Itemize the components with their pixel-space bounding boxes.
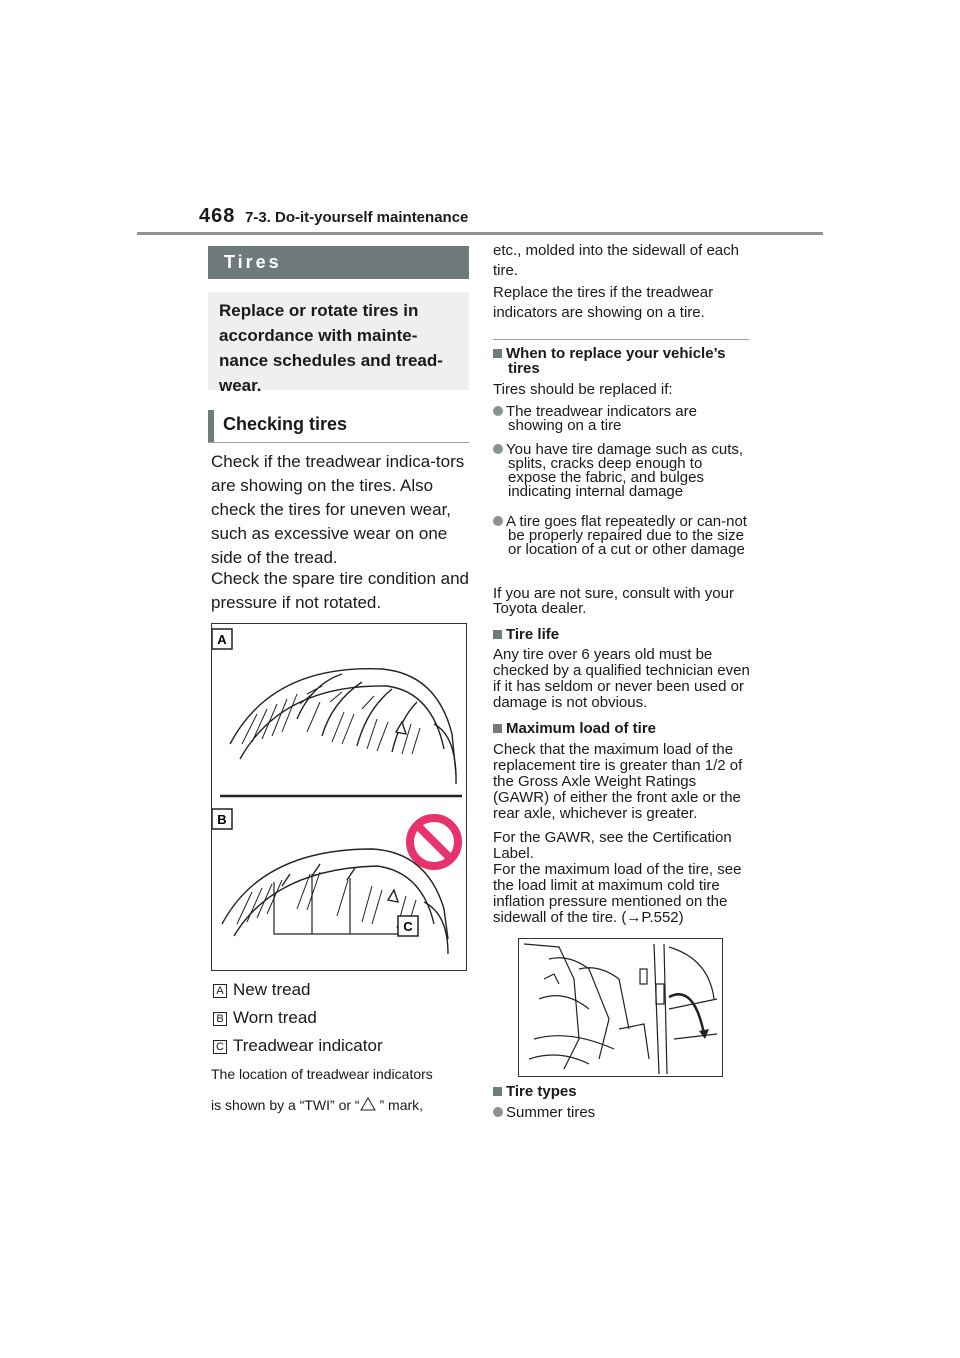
max-load-text: Check that the maximum load of the replacement tire is greater than 1/2 of the Gross Axle Weight Ratings (GAWR) of either the front axle or the rear axle, whichever is greater. (493, 741, 743, 822)
gawr-text: For the GAWR, see the Certification Label. (493, 829, 732, 862)
bullet-dot-icon (493, 406, 503, 416)
label-b: B (217, 812, 227, 827)
intro-text: Replace or rotate tires in accordance with mainte-nance schedules and tread-wear. (219, 301, 443, 395)
door-jamb-illustration (519, 939, 722, 1076)
tire-types-title: Tire types (506, 1083, 577, 1100)
twi-note (211, 1059, 473, 1121)
twi-note-line1: The location of treadwear indicators (211, 1066, 433, 1082)
bullet-dot-icon (493, 1107, 503, 1117)
tires-title-bar (208, 246, 469, 279)
certification-label-figure (518, 938, 723, 1077)
max-load-title: Maximum load of tire (506, 720, 657, 737)
when-item-1 (493, 405, 753, 433)
legend-text-b: Worn tread (233, 1008, 317, 1027)
twi-note-post: ” mark, (379, 1097, 424, 1113)
header-rule (137, 232, 823, 235)
continued-text: etc., molded into the sidewall of each tire. (493, 242, 739, 279)
new-tread-tire (230, 669, 456, 784)
legend-text-c: Treadwear indicator (233, 1036, 383, 1055)
prohibit-icon (410, 818, 458, 866)
when-replace-heading (493, 346, 758, 376)
page-number: 468 (199, 205, 236, 227)
when-item-3-text: A tire goes flat repeatedly or can-not be properly repaired due to the size or location of a cut or other damage (506, 513, 747, 558)
square-bullet-icon (493, 630, 502, 639)
when-item-1-text: The treadwear indicators are showing on a tire (506, 403, 697, 434)
check-paragraph: Check if the treadwear indica-tors are showing on the tires. Also check the tires for uneven wear, such as excessive wear on one side of the tread. (211, 452, 465, 567)
square-bullet-icon (493, 724, 502, 733)
load-limit-text: For the maximum load of the tire, see the load limit at maximum cold tire inflation pressure mentioned on the sidewall of the tire. (→P.552) (493, 861, 742, 926)
tire-life-heading (493, 627, 753, 642)
spare-paragraph: Check the spare tire condition and pressure if not rotated. (211, 569, 469, 612)
triangle-mark-icon (360, 1097, 376, 1111)
when-item-3 (493, 515, 758, 557)
tire-illustration (212, 624, 466, 970)
right-divider (493, 339, 749, 340)
when-item-2-text: You have tire damage such as cuts, splits, cracks deep enough to expose the fabric, and bulges indicating internal damage (506, 441, 744, 500)
label-c: C (403, 919, 413, 934)
legend-key-a: A (213, 984, 227, 998)
checking-tires-title: Checking tires (223, 414, 348, 434)
intro-box (208, 292, 469, 395)
figure-legend (211, 980, 473, 1060)
tires-title: Tires (224, 252, 282, 272)
treadwear-figure (211, 623, 467, 971)
legend-key-b: B (213, 1012, 227, 1026)
tire-type-summer (493, 1106, 753, 1120)
section-title: 7-3. Do-it-yourself maintenance (245, 209, 469, 226)
twi-note-pre: is shown by a “TWI” or “ (211, 1097, 360, 1113)
tire-life-title: Tire life (506, 626, 560, 643)
pointer-arrow (669, 994, 704, 1034)
tire-type-summer-text: Summer tires (506, 1104, 596, 1121)
tire-life-text: Any tire over 6 years old must be checked by a qualified technician even if it has seldom or never been used or damage is not obvious. (493, 646, 750, 711)
checking-tires-heading (208, 410, 469, 443)
when-replace-title: When to replace your vehicle’s tires (506, 345, 726, 377)
bullet-dot-icon (493, 516, 503, 526)
label-a: A (217, 632, 227, 647)
bullet-dot-icon (493, 444, 503, 454)
when-intro: Tires should be replaced if: (493, 381, 673, 398)
square-bullet-icon (493, 349, 502, 358)
legend-text-a: New tread (233, 980, 311, 999)
square-bullet-icon (493, 1087, 502, 1096)
replace-text: Replace the tires if the treadwear indicators are showing on a tire. (493, 284, 714, 321)
worn-tread-tire (222, 849, 448, 954)
legend-key-c: C (213, 1040, 227, 1054)
heading-accent-bar (208, 410, 214, 442)
twi-note-line2 (211, 1090, 473, 1121)
when-item-2 (493, 443, 753, 499)
max-load-heading (493, 721, 753, 736)
tire-types-heading (493, 1084, 753, 1099)
when-outro: If you are not sure, consult with your Toyota dealer. (493, 585, 734, 617)
